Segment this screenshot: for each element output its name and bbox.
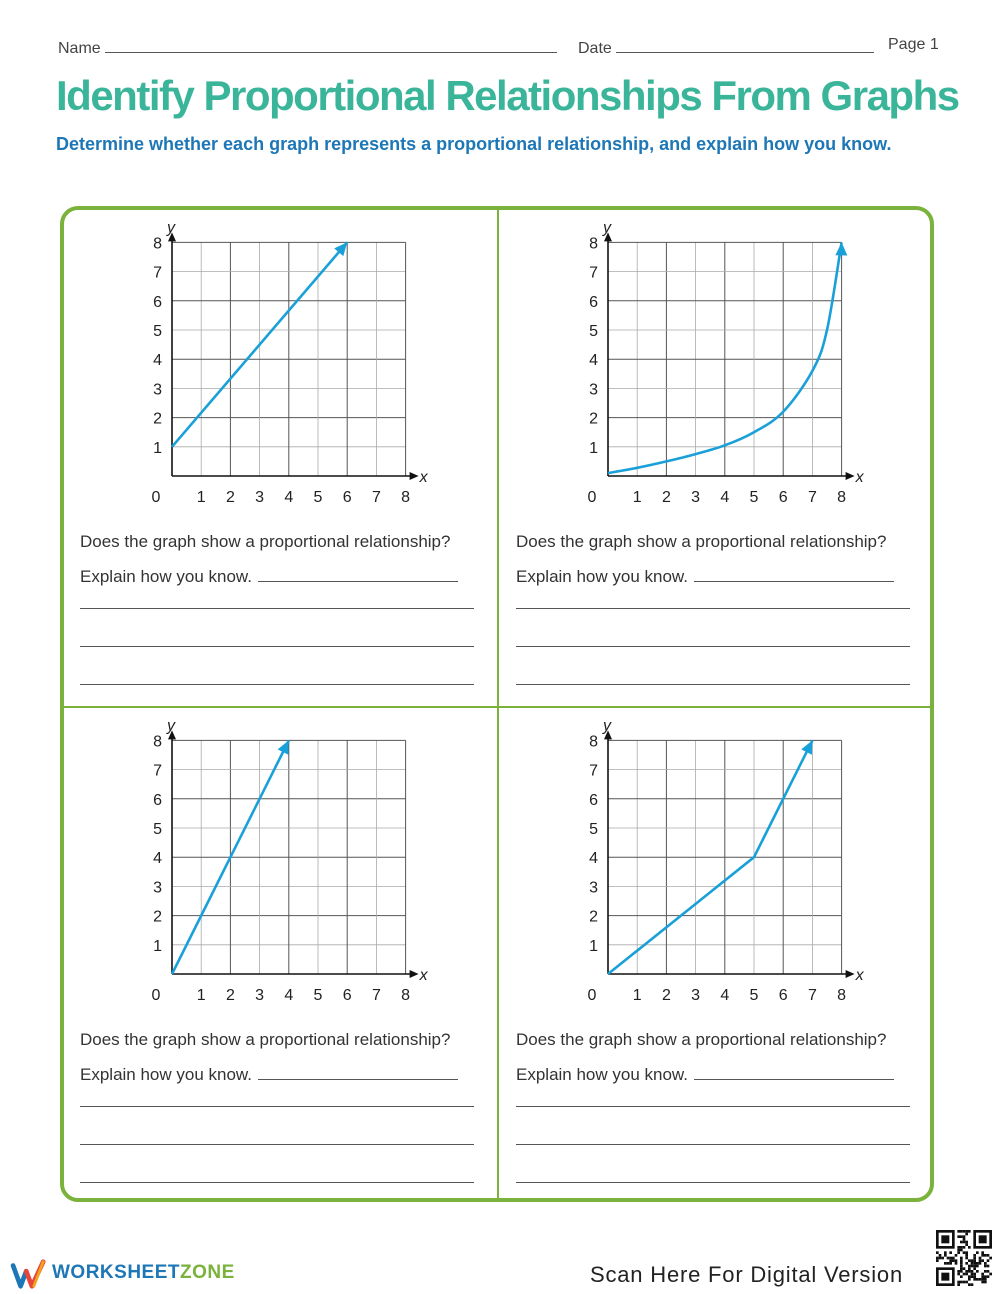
tick-label: 6 [153,791,162,809]
qr-code-icon[interactable] [936,1230,992,1286]
tick-label: 8 [153,235,162,253]
brand-name [52,1262,235,1284]
scan-text: Scan Here For Digital Version [590,1262,903,1287]
date-field[interactable] [578,36,874,58]
tick-label: 5 [589,821,598,838]
question-proportional: Does the graph show a proportional relationship? [80,1030,451,1049]
header-row [58,36,940,60]
explain-label: Explain how you know. [516,1065,688,1084]
y-axis-label: y [167,219,175,237]
tick-label: 4 [284,987,294,1004]
question-explain [516,1065,894,1085]
tick-label: 7 [153,762,162,780]
question-proportional: Does the graph show a proportional relationship? [516,532,887,551]
answer-line[interactable] [80,1106,474,1107]
tick-label: 5 [749,987,759,1004]
answer-line[interactable] [516,646,910,647]
tick-label: 1 [153,439,162,457]
date-label: Date [578,40,612,57]
tick-label: 8 [401,489,411,506]
question-proportional: Does the graph show a proportional relationship? [80,532,451,551]
date-blank[interactable] [616,36,874,53]
tick-label: 7 [371,987,381,1004]
tick-label: 6 [342,987,352,1004]
coordinate-graph [500,212,930,512]
tick-label: 2 [589,908,598,926]
tick-label: 5 [153,323,162,340]
coordinate-graph [64,212,494,512]
page-title: Identify Proportional Relationships From Graphs [56,72,959,119]
tick-label: 8 [153,733,162,751]
tick-label: 1 [196,489,206,506]
coordinate-graph [500,710,930,1010]
answer-line[interactable] [80,684,474,685]
y-axis-label: y [603,717,611,735]
tick-label: 0 [151,987,161,1004]
tick-label: 7 [153,264,162,282]
answer-line[interactable] [516,1144,910,1145]
brand-part2: ZONE [180,1262,235,1283]
tick-label: 6 [153,293,162,311]
tick-label: 6 [342,489,352,506]
tick-label: 8 [589,235,598,253]
question-proportional: Does the graph show a proportional relationship? [516,1030,887,1049]
problem-panel [500,212,930,708]
explain-label: Explain how you know. [516,567,688,586]
x-axis-label: x [419,469,428,486]
answer-line[interactable] [80,1182,474,1183]
tick-label: 0 [587,987,597,1004]
tick-label: 5 [589,323,598,340]
explain-label: Explain how you know. [80,1065,252,1084]
tick-label: 4 [720,987,730,1004]
page-number: Page 1 [888,36,939,53]
problem-panel [64,212,494,708]
tick-label: 0 [151,489,161,506]
name-field[interactable] [58,36,557,58]
answer-line[interactable] [516,684,910,685]
tick-label: 0 [587,489,597,506]
tick-label: 4 [720,489,730,506]
answer-line[interactable] [80,646,474,647]
coordinate-graph [64,710,494,1010]
tick-label: 1 [632,489,642,506]
x-axis-label: x [419,967,428,984]
x-axis-arrow [410,472,419,480]
tick-label: 5 [153,821,162,838]
answer-blank[interactable] [694,1065,894,1080]
answer-blank[interactable] [258,1065,458,1080]
name-blank[interactable] [105,36,557,53]
tick-label: 7 [371,489,381,506]
tick-label: 1 [589,439,598,457]
answer-blank[interactable] [694,567,894,582]
tick-label: 7 [807,489,817,506]
explain-label: Explain how you know. [80,567,252,586]
tick-label: 3 [255,489,265,506]
x-axis-label: x [855,469,864,486]
tick-label: 8 [401,987,411,1004]
tick-label: 4 [589,352,598,370]
tick-label: 1 [632,987,642,1004]
y-axis-label: y [167,717,175,735]
answer-line[interactable] [516,1106,910,1107]
worksheet-zone-logo-icon [10,1258,50,1290]
answer-line[interactable] [80,1144,474,1145]
tick-label: 2 [661,987,671,1004]
tick-label: 4 [153,352,162,370]
tick-label: 5 [313,987,323,1004]
tick-label: 3 [153,879,162,897]
vertical-divider [497,210,499,1198]
question-explain [516,567,894,587]
tick-label: 3 [691,987,701,1004]
answer-line[interactable] [516,608,910,609]
tick-label: 1 [589,937,598,955]
answer-line[interactable] [80,608,474,609]
x-axis-label: x [855,967,864,984]
tick-label: 8 [589,733,598,751]
line-arrow [835,242,847,255]
y-axis-label: y [603,219,611,237]
tick-label: 3 [589,879,598,897]
tick-label: 6 [589,293,598,311]
answer-blank[interactable] [258,567,458,582]
tick-label: 3 [691,489,701,506]
tick-label: 3 [589,381,598,399]
tick-label: 6 [778,489,788,506]
name-label: Name [58,40,101,57]
tick-label: 4 [284,489,294,506]
tick-label: 4 [589,850,598,868]
tick-label: 8 [837,987,847,1004]
x-axis-arrow [410,970,419,978]
tick-label: 1 [196,987,206,1004]
question-explain [80,1065,458,1085]
tick-label: 7 [589,762,598,780]
instructions: Determine whether each graph represents a proportional relationship, and explain how you know. [56,134,892,154]
tick-label: 6 [778,987,788,1004]
answer-line[interactable] [516,1182,910,1183]
tick-label: 2 [225,987,235,1004]
tick-label: 7 [807,987,817,1004]
tick-label: 2 [225,489,235,506]
tick-label: 3 [255,987,265,1004]
brand-part1: WORKSHEET [52,1262,180,1283]
problem-panel [500,710,930,1206]
tick-label: 3 [153,381,162,399]
question-explain [80,567,458,587]
tick-label: 2 [661,489,671,506]
tick-label: 6 [589,791,598,809]
tick-label: 5 [749,489,759,506]
tick-label: 2 [153,908,162,926]
x-axis-arrow [846,472,855,480]
problem-panel [64,710,494,1206]
tick-label: 2 [153,410,162,428]
tick-label: 4 [153,850,162,868]
tick-label: 1 [153,937,162,955]
tick-label: 5 [313,489,323,506]
x-axis-arrow [846,970,855,978]
tick-label: 8 [837,489,847,506]
tick-label: 2 [589,410,598,428]
tick-label: 7 [589,264,598,282]
